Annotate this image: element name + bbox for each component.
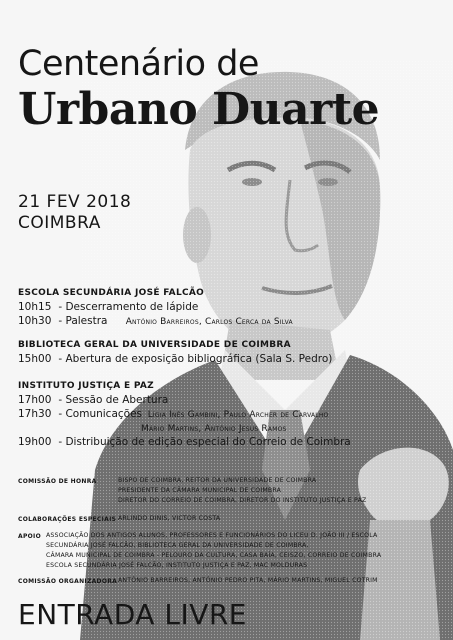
event-description: - Abertura de exposição bibliográfica (Sala S. Pedro) [58, 353, 333, 365]
title-line-1: Centenário de [18, 44, 259, 84]
event-description: - Comunicações [58, 408, 143, 420]
event-date: 21 FEV 2018 [18, 192, 132, 212]
venue-heading: BIBLIOTECA GERAL DA UNIVERSIDADE DE COIMBRA [18, 340, 291, 350]
program-item [18, 301, 198, 313]
event-description: - Distribuição de edição especial do Correio de Coimbra [58, 436, 351, 448]
credits-line: ASSOCIAÇÃO DOS ANTIGOS ALUNOS, PROFESSORES E FUNCIONÁRIOS DO LICEU D. JOÃO III / ESCOLA [46, 532, 378, 539]
credits-line: ESCOLA SECUNDÁRIA JOSÉ FALCÃO, INSTITUTO JUSTIÇA E PAZ, MAC MOLDURAS [46, 562, 308, 569]
venue-heading: ESCOLA SECUNDÁRIA JOSÉ FALCÃO [18, 288, 205, 298]
program-item [141, 422, 287, 434]
event-time: 10h15 [18, 301, 52, 313]
credits-label: COLABORAÇÕES ESPECIAIS [18, 516, 117, 523]
event-time: 17h00 [18, 394, 52, 406]
credits-line: CÂMARA MUNICIPAL DE COIMBRA - PELOURO DA CULTURA, CASA BAÍA, CEISZO, CORREIO DE COIMBRA [46, 552, 382, 559]
program-item [18, 408, 328, 420]
program-item [18, 436, 351, 448]
title-line-2: Urbano Duarte [18, 84, 380, 135]
event-time: 10h30 [18, 315, 52, 327]
event-speakers: Lígia Inês Gambini, Paulo Archer de Carvalho [147, 410, 329, 420]
event-description: - Descerramento de lápide [58, 301, 199, 313]
credits-line: ANTÓNIO BARREIROS, ANTÓNIO PEDRO PITA, MÁRIO MARTINS, MIGUEL COTRIM [118, 577, 378, 584]
free-entry-footer: ENTRADA LIVRE [18, 598, 247, 631]
program-item [18, 394, 168, 406]
credits-line: ARLINDO DINIS, VICTOR COSTA [118, 515, 221, 522]
event-time: 17h30 [18, 408, 52, 420]
event-speakers: António Barreiros, Carlos Cerca da Silva [125, 317, 293, 327]
credits-label: COMISSÃO DE HONRA [18, 478, 97, 485]
credits-label: COMISSÃO ORGANIZADORA [18, 578, 118, 585]
venue-heading: INSTITUTO JUSTIÇA E PAZ [18, 381, 154, 391]
credits-line: SECUNDÁRIA JOSÉ FALCÃO, BIBLIOTECA GERAL DA UNIVERSIDADE DE COIMBRA, [46, 542, 309, 549]
program-item [18, 353, 332, 365]
event-speakers: Mário Martins, António Jesus Ramos [141, 424, 287, 434]
credits-label: APOIO [18, 533, 41, 540]
program-item [18, 315, 293, 327]
event-description: - Sessão de Abertura [58, 394, 169, 406]
credits-line: PRESIDENTE DA CÂMARA MUNICIPAL DE COIMBRA [118, 487, 282, 494]
event-time: 19h00 [18, 436, 52, 448]
event-description: - Palestra [58, 315, 108, 327]
credits-line: DIRETOR DO CORREIO DE COIMBRA, DIRETOR DO INSTITUTO JUSTIÇA E PAZ [118, 497, 367, 504]
event-city: COIMBRA [18, 213, 101, 233]
credits-line: BISPO DE COIMBRA, REITOR DA UNIVERSIDADE DE COIMBRA [118, 477, 317, 484]
event-time: 15h00 [18, 353, 52, 365]
